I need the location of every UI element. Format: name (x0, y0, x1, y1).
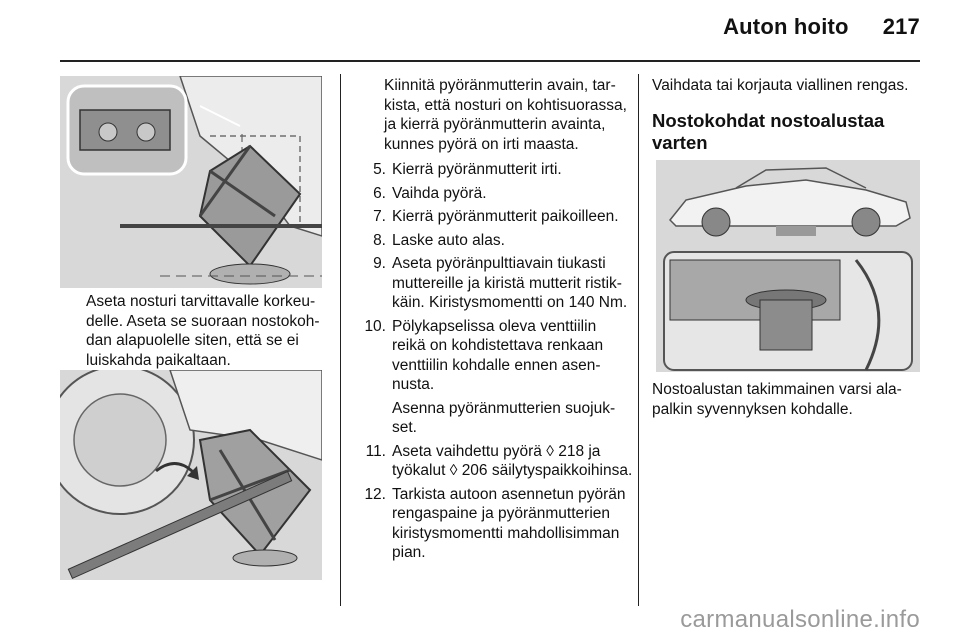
step-item: 8. Laske auto alas. (373, 231, 505, 249)
section-title: Auton hoito (723, 14, 849, 39)
column-divider-1 (340, 74, 341, 606)
instructions-column (352, 76, 634, 567)
jack-positioning-illustration (60, 76, 322, 288)
step-item: 10. Pölykapselissa oleva venttiilin reikä on kohdistettava renkaan venttiilin kohdalle ennen asennusta. Asenna pyöränmutterien suojukset. (364, 317, 616, 436)
replace-tire-note: Vaihdata tai korjauta viallinen rengas. (652, 77, 909, 94)
lift-points-heading: Nostokohdat nostoalustaa varten (652, 109, 885, 153)
jack-caption: Aseta nosturi tarvittavalle korkeudelle. Aseta se suoraan nostokohdan alapuolelle siten, että se ei luiskahda paikaltaan. (86, 293, 320, 369)
page-header (723, 14, 920, 40)
jack-wrench-illustration (60, 370, 322, 580)
lift-platform-illustration (656, 160, 920, 372)
watermark: carmanualsonline.info (680, 606, 920, 633)
step-item: 9. Aseta pyöränpulttiavain tiukasti muttereille ja kiristä mutterit ristikkäin. Kiristysmomentti on 140 Nm. (373, 255, 628, 311)
column-divider-2 (638, 74, 639, 606)
right-column (652, 76, 922, 154)
step-item: 5. Kierrä pyöränmutterit irti. (373, 161, 562, 178)
step-item: 12. Tarkista autoon asennetun pyörän rengaspaine ja pyöränmutterien kiristysmomentti mahdollisimman pian. (364, 485, 626, 561)
header-rule (60, 60, 920, 62)
step-item: 7. Kierrä pyöränmutterit paikoilleen. (373, 208, 619, 225)
lift-caption: Nostoalustan takimmainen varsi alapalkin syvennyksen kohdalle. (652, 381, 902, 418)
page-number: 217 (882, 14, 920, 39)
step-intro: Kiinnitä pyöränmutterin avain, tarkista, että nosturi on kohtisuorassa, ja kierrä pyöränmutterin avainta, kunnes pyörä on irti maasta. (384, 77, 627, 153)
step-item: 11. Aseta vaihdettu pyörä ◊ 218 ja työkalut ◊ 206 säilytyspaikkoihinsa. (365, 442, 633, 479)
step-item: 6. Vaihda pyörä. (373, 184, 487, 202)
